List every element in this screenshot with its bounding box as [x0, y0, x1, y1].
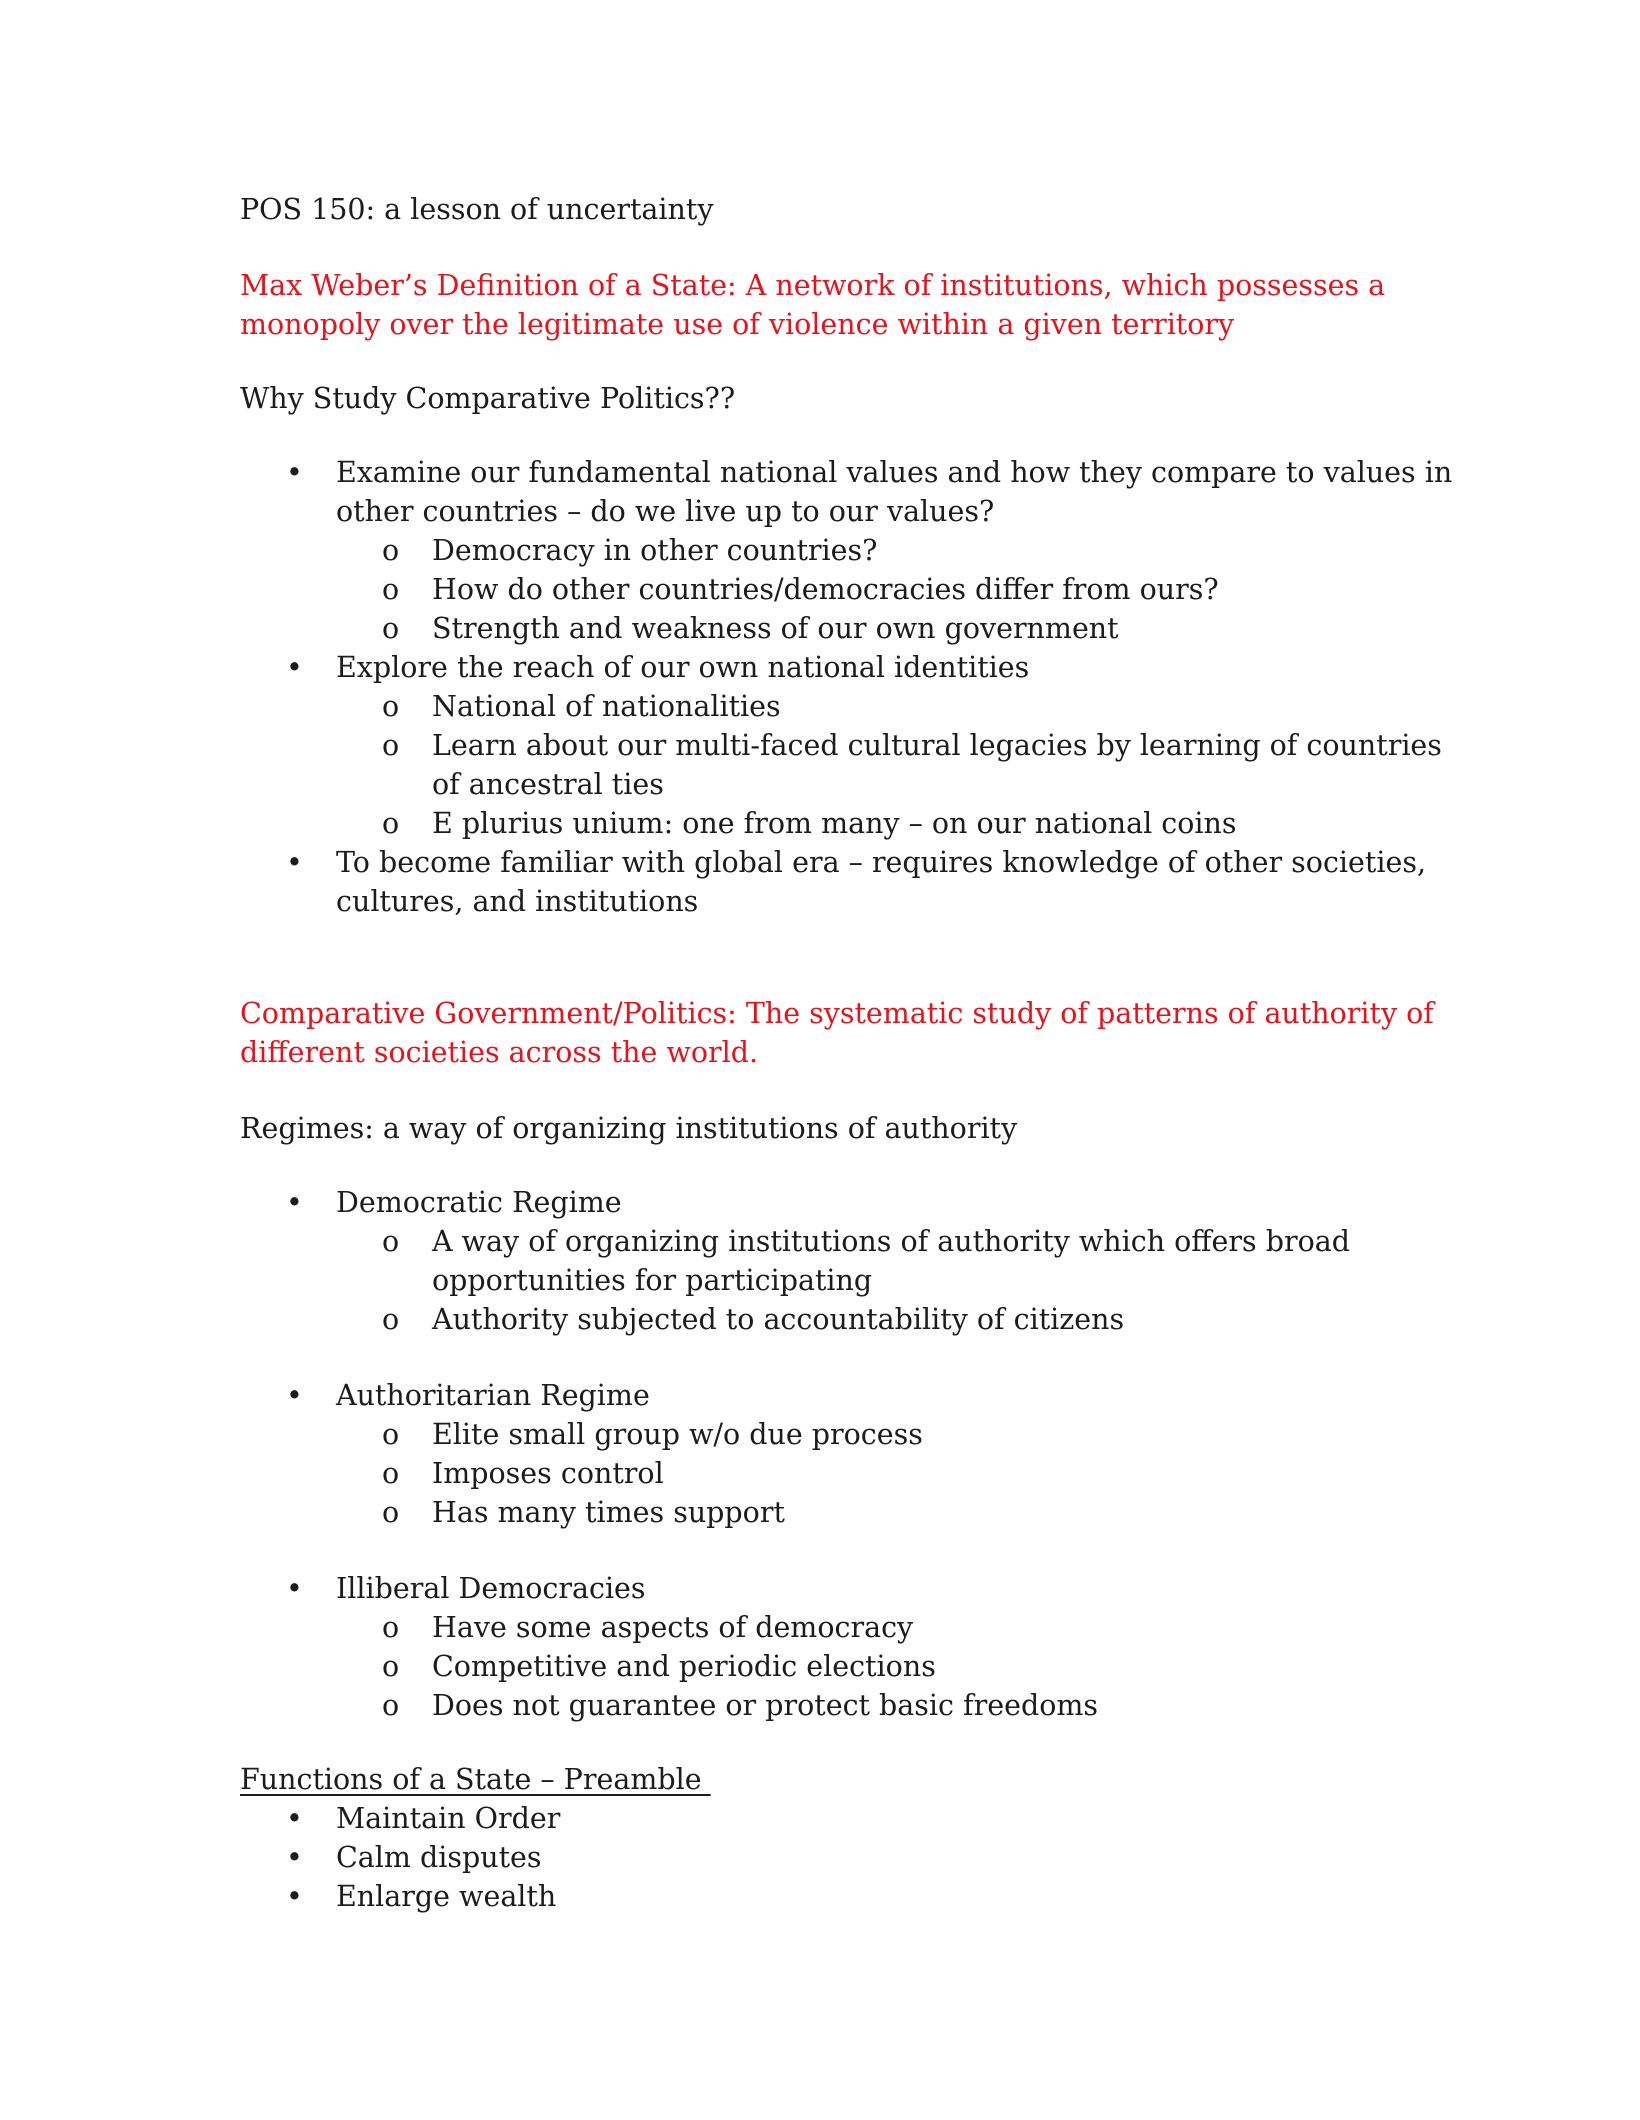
sub-list-item: o E plurius unium: one from many – on our national coins	[336, 804, 1460, 843]
sub-list-item: o Competitive and periodic elections	[336, 1647, 1460, 1686]
regimes-list	[240, 1376, 1460, 1532]
list-item: • Enlarge wealth	[240, 1877, 1460, 1916]
document-title: POS 150: a lesson of uncertainty	[240, 193, 714, 226]
sub-list-item: o A way of organizing institutions of authority which offers broad opportunities for participating	[336, 1222, 1460, 1300]
sub-list-item: o Strength and weakness of our own government	[336, 609, 1460, 648]
sub-list	[336, 531, 1460, 648]
list-item: • Maintain Order	[240, 1799, 1460, 1838]
comparative-definition: Comparative Government/Politics: The systematic study of patterns of authority of different societies across the world.	[240, 997, 1434, 1069]
sub-list-item: o Imposes control	[336, 1454, 1460, 1493]
sub-list	[336, 687, 1460, 843]
sub-list-item: o Has many times support	[336, 1493, 1460, 1532]
sub-list-item: o National of nationalities	[336, 687, 1460, 726]
list-item-text: Democratic Regime	[336, 1186, 622, 1219]
list-item-democratic-regime	[240, 1183, 1460, 1339]
list-item-text: Explore the reach of our own national identities	[336, 651, 1030, 684]
list-item-text: Examine our fundamental national values and how they compare to values in other countries – do we live up to our values?	[336, 456, 1453, 528]
regimes-list	[240, 1183, 1460, 1339]
list-item-text: Illiberal Democracies	[336, 1572, 646, 1605]
sub-list-item: o Democracy in other countries?	[336, 531, 1460, 570]
sub-list-item: o Learn about our multi-faced cultural legacies by learning of countries of ancestral ties	[336, 726, 1460, 804]
why-study-list	[240, 453, 1460, 921]
sub-list	[336, 1608, 1460, 1725]
functions-heading	[240, 1760, 1460, 1799]
list-item-authoritarian-regime	[240, 1376, 1460, 1532]
sub-list-item: o Authority subjected to accountability of citizens	[336, 1300, 1460, 1339]
list-item	[240, 453, 1460, 648]
sub-list-item: o Does not guarantee or protect basic freedoms	[336, 1686, 1460, 1725]
document-page	[240, 190, 1460, 1916]
regimes-heading: Regimes: a way of organizing institutions of authority	[240, 1112, 1018, 1145]
sub-list	[336, 1415, 1460, 1532]
list-item: • Calm disputes	[240, 1838, 1460, 1877]
functions-heading-text: Functions of a State – Preamble	[240, 1763, 711, 1796]
regimes-list	[240, 1569, 1460, 1725]
list-item	[240, 648, 1460, 843]
sub-list-item: o Elite small group w/o due process	[336, 1415, 1460, 1454]
sub-list-item: o Have some aspects of democracy	[336, 1608, 1460, 1647]
sub-list	[336, 1222, 1460, 1339]
list-item	[240, 843, 1460, 921]
list-item-text: Authoritarian Regime	[336, 1379, 650, 1412]
weber-definition: Max Weber’s Definition of a State: A network of institutions, which possesses a monopoly over the legitimate use of violence within a given territory	[240, 269, 1386, 341]
sub-list-item: o How do other countries/democracies differ from ours?	[336, 570, 1460, 609]
list-item-illiberal-democracies	[240, 1569, 1460, 1725]
list-item-text: To become familiar with global era – requires knowledge of other societies, cultures, and institutions	[336, 846, 1427, 918]
functions-list	[240, 1799, 1460, 1916]
why-study-heading: Why Study Comparative Politics??	[240, 382, 736, 415]
